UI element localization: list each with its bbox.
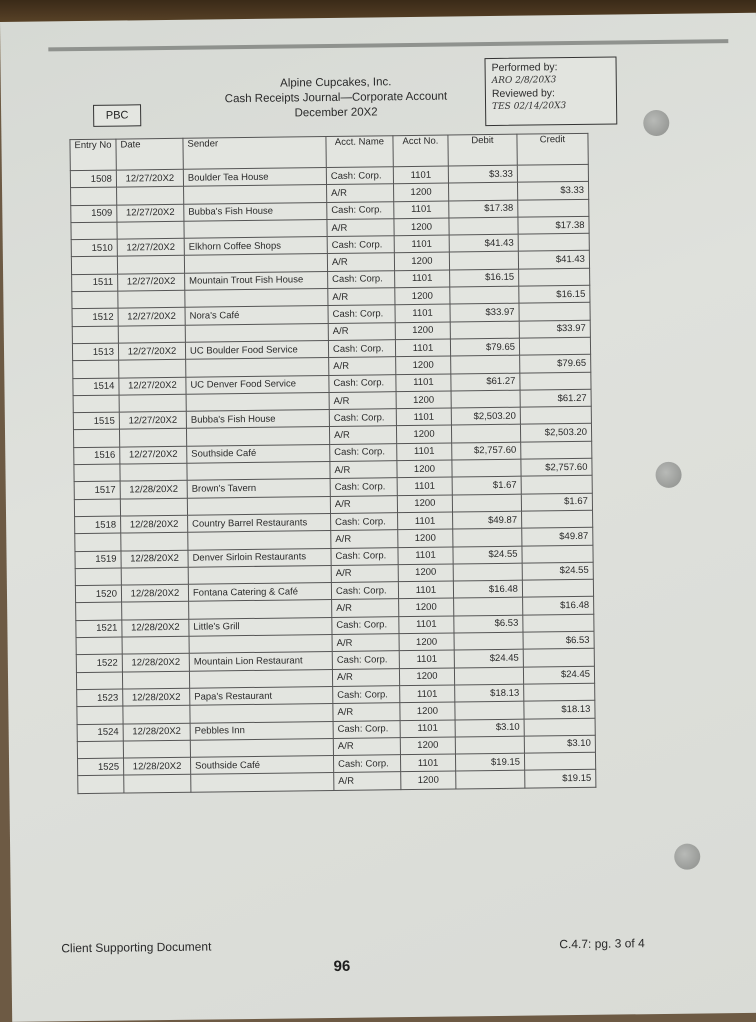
credit-amount: $1.67 [521,493,592,511]
debit-empty [448,182,517,200]
entry-sender: Denver Sirloin Restaurants [188,548,331,567]
entry-sender: Pebbles Inn [190,721,333,740]
entry-sender: UC Denver Food Service [186,375,329,394]
entry-number: 1521 [76,620,122,638]
debit-acct-name: Cash: Corp. [328,270,395,288]
debit-acct-name: Cash: Corp. [331,547,398,565]
debit-amount: $2,503.20 [451,407,520,425]
debit-empty [449,252,518,270]
credit-amount: $2,757.60 [521,458,592,476]
entry-date-empty [118,290,185,308]
entry-date: 12/27/20X2 [118,308,185,326]
credit-amount: $79.65 [520,355,591,373]
credit-acct-no: 1200 [400,702,455,720]
debit-acct-no: 1101 [400,754,455,772]
entry-number: 1523 [77,689,123,707]
credit-empty [519,303,590,321]
entry-sender-empty [191,773,334,792]
credit-acct-no: 1200 [395,287,450,305]
col-acct-name: Acct. Name [326,136,393,168]
entry-number-empty [72,291,118,309]
credit-acct-name: A/R [330,461,397,479]
debit-acct-no: 1101 [399,616,454,634]
debit-acct-no: 1101 [399,650,454,668]
cash-receipts-table [69,133,596,794]
entry-date: 12/27/20X2 [119,411,186,429]
credit-acct-name: A/R [333,737,400,755]
entry-sender-empty [183,185,326,204]
debit-empty [451,390,520,408]
col-sender: Sender [183,137,326,170]
debit-empty [450,286,519,304]
binder-hole-top [643,110,669,136]
entry-sender: Bubba's Fish House [184,202,327,221]
binder-hole-bottom [674,844,700,870]
entry-number: 1511 [72,274,118,292]
debit-empty [453,528,522,546]
entry-sender-empty [189,635,332,654]
entry-date: 12/27/20X2 [118,342,185,360]
entry-date-empty [122,671,189,689]
credit-amount: $24.55 [522,562,593,580]
entry-number-empty [75,533,121,551]
entry-sender-empty [184,254,327,273]
debit-amount: $17.38 [449,200,518,218]
entry-sender: Boulder Tea House [183,168,326,187]
credit-acct-no: 1200 [398,529,453,547]
entry-date: 12/28/20X2 [123,757,190,775]
debit-amount: $16.15 [450,269,519,287]
credit-acct-no: 1200 [396,391,451,409]
credit-acct-name: A/R [329,392,396,410]
entry-sender: Nora's Café [185,306,328,325]
debit-amount: $49.87 [452,511,521,529]
credit-amount: $16.15 [519,285,590,303]
entry-date-empty [116,187,183,205]
entry-date: 12/28/20X2 [122,619,189,637]
entry-number-empty [73,360,119,378]
entry-number: 1518 [75,516,121,534]
entry-date: 12/28/20X2 [121,515,188,533]
credit-acct-name: A/R [333,703,400,721]
credit-acct-no: 1200 [394,218,449,236]
entry-number: 1512 [72,308,118,326]
debit-acct-no: 1101 [398,547,453,565]
debit-amount: $79.65 [450,338,519,356]
debit-amount: $61.27 [451,373,520,391]
footer-right: C.4.7: pg. 3 of 4 [559,936,645,952]
company-name: Alpine Cupcakes, Inc. [280,76,392,90]
debit-acct-name: Cash: Corp. [328,340,395,358]
debit-acct-name: Cash: Corp. [326,167,393,185]
debit-amount: $6.53 [454,615,523,633]
credit-acct-name: A/R [330,495,397,513]
debit-empty [454,667,523,685]
credit-empty [523,614,594,632]
credit-acct-name: A/R [332,634,399,652]
col-debit: Debit [448,134,517,166]
credit-acct-name: A/R [329,357,396,375]
entry-number-empty [73,395,119,413]
entry-sender: Bubba's Fish House [186,410,329,429]
debit-acct-no: 1101 [398,581,453,599]
entry-sender-empty [185,289,328,308]
debit-acct-name: Cash: Corp. [333,755,400,773]
entry-date-empty [119,360,186,378]
entry-date-empty [119,394,186,412]
credit-amount: $61.27 [520,389,591,407]
credit-empty [518,199,589,217]
debit-amount: $18.13 [455,684,524,702]
entry-sender-empty [186,427,329,446]
debit-empty [456,771,525,789]
entry-number-empty [72,326,118,344]
document-title [201,74,472,122]
credit-acct-name: A/R [327,253,394,271]
credit-amount: $18.13 [524,700,595,718]
credit-empty [524,752,595,770]
entry-date: 12/27/20X2 [118,273,185,291]
footer-left: Client Supporting Document [61,939,212,956]
entry-sender: Elkhorn Coffee Shops [184,237,327,256]
credit-amount: $24.45 [523,666,594,684]
entry-number: 1517 [74,481,120,499]
credit-acct-no: 1200 [399,633,454,651]
col-credit: Credit [517,133,588,165]
debit-amount: $24.45 [454,649,523,667]
credit-acct-no: 1200 [397,460,452,478]
debit-empty [454,598,523,616]
credit-empty [520,372,591,390]
entry-date: 12/27/20X2 [117,204,184,222]
debit-empty [451,425,520,443]
credit-amount: $2,503.20 [520,424,591,442]
debit-acct-no: 1101 [397,477,452,495]
credit-empty [523,649,594,667]
entry-date: 12/28/20X2 [121,584,188,602]
credit-empty [521,476,592,494]
entry-date: 12/27/20X2 [120,446,187,464]
credit-acct-no: 1200 [401,771,456,789]
debit-acct-name: Cash: Corp. [327,201,394,219]
debit-acct-no: 1101 [393,166,448,184]
debit-amount: $19.15 [455,753,524,771]
entry-number-empty [77,741,123,759]
debit-acct-name: Cash: Corp. [332,651,399,669]
entry-number: 1513 [72,343,118,361]
entry-date-empty [122,602,189,620]
entry-date-empty [118,325,185,343]
credit-acct-name: A/R [332,599,399,617]
entry-sender-empty [189,600,332,619]
credit-empty [522,579,593,597]
debit-amount: $2,757.60 [452,442,521,460]
debit-empty [453,563,522,581]
credit-amount: $33.97 [519,320,590,338]
entry-number-empty [71,187,117,205]
entry-sender: UC Boulder Food Service [185,340,328,359]
credit-amount: $19.15 [525,770,596,788]
entry-number: 1515 [73,412,119,430]
entry-date: 12/27/20X2 [117,238,184,256]
table-body [70,164,596,793]
entry-sender-empty [189,669,332,688]
debit-acct-name: Cash: Corp. [333,720,400,738]
debit-acct-no: 1101 [395,270,450,288]
credit-amount: $41.43 [518,251,589,269]
debit-acct-name: Cash: Corp. [327,236,394,254]
col-acct-no: Acct No. [393,135,448,167]
credit-amount: $3.33 [517,182,588,200]
reviewed-value: TES 02/14/20X3 [492,101,567,112]
credit-acct-name: A/R [326,184,393,202]
credit-empty [522,545,593,563]
performed-value: ARO 2/8/20X3 [491,75,557,86]
entry-number-empty [71,222,117,240]
reviewed-label: Reviewed by: [491,87,556,100]
entry-date-empty [124,775,191,793]
debit-acct-name: Cash: Corp. [330,443,397,461]
debit-acct-no: 1101 [395,304,450,322]
entry-date: 12/28/20X2 [123,688,190,706]
entry-sender-empty [187,496,330,515]
entry-sender: Papa's Restaurant [190,686,333,705]
debit-acct-name: Cash: Corp. [329,374,396,392]
credit-acct-name: A/R [334,772,401,790]
credit-empty [518,234,589,252]
entry-number-empty [76,637,122,655]
credit-acct-no: 1200 [400,737,455,755]
entry-number-empty [75,568,121,586]
entry-date: 12/27/20X2 [116,169,183,187]
debit-amount: $16.48 [453,580,522,598]
debit-acct-name: Cash: Corp. [332,616,399,634]
entry-number: 1514 [73,378,119,396]
entry-number: 1516 [74,447,120,465]
credit-acct-name: A/R [331,530,398,548]
journal-name: Cash Receipts Journal—Corporate Account [224,90,448,106]
entry-date: 12/28/20X2 [120,481,187,499]
entry-date: 12/28/20X2 [121,550,188,568]
entry-sender: Little's Grill [189,617,332,636]
entry-date-empty [120,463,187,481]
credit-amount: $17.38 [518,216,589,234]
page-edge-line [48,39,728,51]
entry-number: 1524 [77,724,123,742]
debit-acct-no: 1101 [400,719,455,737]
debit-empty [450,321,519,339]
debit-acct-no: 1101 [394,201,449,219]
entry-sender: Southside Café [190,756,333,775]
entry-sender-empty [190,704,333,723]
entry-number-empty [78,775,124,793]
col-date: Date [116,138,183,170]
entry-date-empty [123,740,190,758]
entry-number: 1508 [70,170,116,188]
entry-sender-empty [184,219,327,238]
entry-number-empty [74,464,120,482]
entry-date-empty [122,636,189,654]
debit-empty [454,632,523,650]
debit-acct-name: Cash: Corp. [330,513,397,531]
entry-date-empty [121,567,188,585]
entry-sender: Mountain Lion Restaurant [189,652,332,671]
debit-amount: $3.10 [455,719,524,737]
entry-date-empty [119,429,186,447]
debit-acct-no: 1101 [396,408,451,426]
entry-date: 12/28/20X2 [123,723,190,741]
entry-date: 12/27/20X2 [119,377,186,395]
credit-acct-name: A/R [332,668,399,686]
credit-acct-name: A/R [331,565,398,583]
entry-number-empty [76,672,122,690]
credit-empty [520,406,591,424]
credit-acct-no: 1200 [398,564,453,582]
credit-acct-no: 1200 [396,356,451,374]
entry-sender-empty [185,323,328,342]
credit-acct-no: 1200 [399,598,454,616]
credit-amount: $6.53 [523,631,594,649]
credit-acct-no: 1200 [399,668,454,686]
entry-sender-empty [186,392,329,411]
page-number: 96 [333,957,351,975]
entry-number: 1519 [75,551,121,569]
debit-amount: $41.43 [449,234,518,252]
entry-number-empty [73,430,119,448]
credit-empty [517,164,588,182]
entry-number: 1522 [76,654,122,672]
signoff-box [484,56,617,126]
credit-amount: $3.10 [524,735,595,753]
debit-amount: $1.67 [452,477,521,495]
credit-acct-name: A/R [328,288,395,306]
document-page [0,13,756,1022]
debit-empty [455,701,524,719]
debit-acct-name: Cash: Corp. [331,582,398,600]
entry-number: 1509 [71,205,117,223]
entry-number-empty [76,602,122,620]
entry-sender: Brown's Tavern [187,479,330,498]
entry-sender: Mountain Trout Fish House [185,271,328,290]
debit-acct-name: Cash: Corp. [333,686,400,704]
debit-acct-no: 1101 [395,339,450,357]
debit-amount: $24.55 [453,546,522,564]
credit-acct-no: 1200 [394,253,449,271]
entry-date-empty [117,256,184,274]
entry-number: 1520 [75,585,121,603]
col-entry-no: Entry No [70,139,116,171]
credit-empty [519,337,590,355]
credit-acct-name: A/R [329,426,396,444]
entry-sender-empty [188,565,331,584]
credit-acct-no: 1200 [395,322,450,340]
credit-acct-no: 1200 [393,183,448,201]
entry-date-empty [123,705,190,723]
entry-sender-empty [186,358,329,377]
entry-date-empty [117,221,184,239]
credit-acct-name: A/R [328,322,395,340]
entry-date: 12/28/20X2 [122,654,189,672]
debit-acct-name: Cash: Corp. [329,409,396,427]
debit-amount: $3.33 [448,165,517,183]
credit-empty [524,718,595,736]
credit-empty [521,510,592,528]
debit-acct-no: 1101 [397,512,452,530]
debit-amount: $33.97 [450,304,519,322]
debit-acct-name: Cash: Corp. [328,305,395,323]
debit-empty [449,217,518,235]
debit-acct-name: Cash: Corp. [330,478,397,496]
period-label: December 20X2 [294,106,378,120]
entry-number: 1510 [71,239,117,257]
performed-label: Performed by: [491,61,558,74]
entry-number-empty [71,257,117,275]
entry-number-empty [77,706,123,724]
credit-amount: $49.87 [522,528,593,546]
entry-sender-empty [187,462,330,481]
debit-empty [455,736,524,754]
entry-sender-empty [188,531,331,550]
credit-empty [521,441,592,459]
debit-acct-no: 1101 [400,685,455,703]
entry-sender-empty [190,738,333,757]
entry-sender: Southside Café [187,444,330,463]
entry-number-empty [74,499,120,517]
credit-amount: $16.48 [523,597,594,615]
binder-hole-middle [655,462,681,488]
credit-acct-no: 1200 [396,425,451,443]
entry-sender: Fontana Catering & Café [188,583,331,602]
debit-empty [452,494,521,512]
debit-acct-no: 1101 [394,235,449,253]
entry-sender: Country Barrel Restaurants [188,513,331,532]
credit-empty [524,683,595,701]
credit-empty [519,268,590,286]
entry-date-empty [121,532,188,550]
credit-acct-name: A/R [327,219,394,237]
credit-acct-no: 1200 [397,495,452,513]
debit-empty [451,355,520,373]
pbc-badge: PBC [93,104,141,127]
entry-number: 1525 [78,758,124,776]
entry-date-empty [120,498,187,516]
debit-empty [452,459,521,477]
debit-acct-no: 1101 [397,443,452,461]
debit-acct-no: 1101 [396,374,451,392]
